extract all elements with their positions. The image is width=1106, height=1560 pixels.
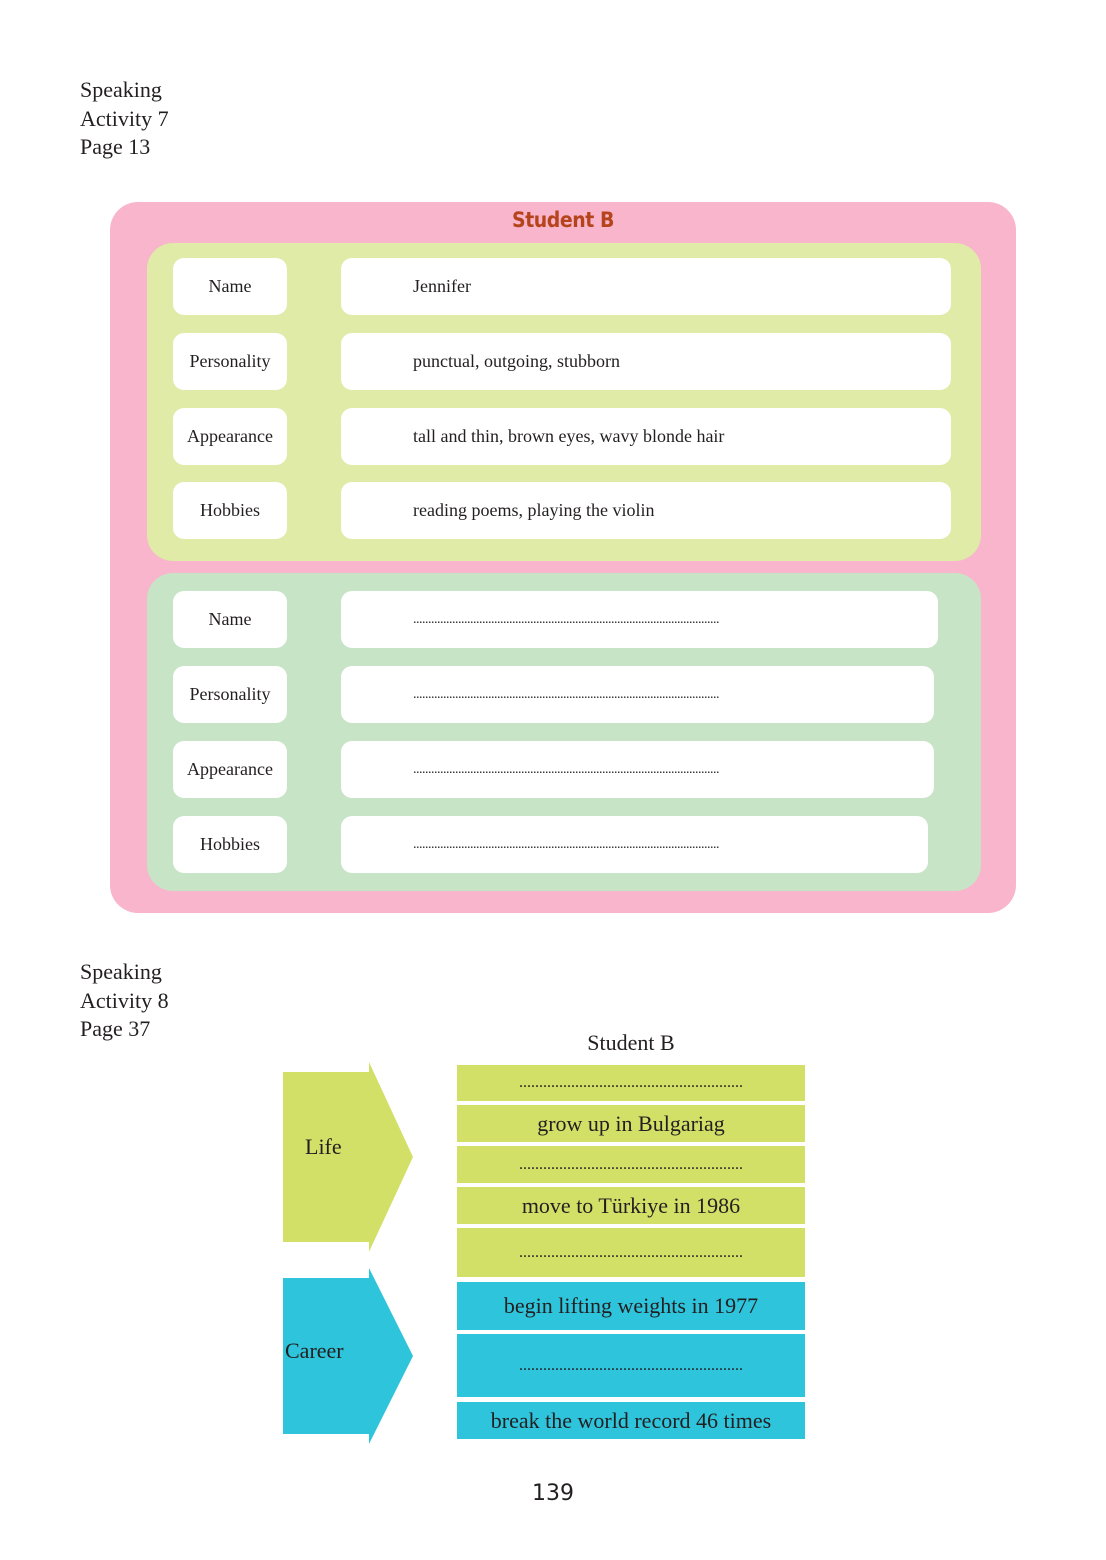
blank-dots: ......................................................................................................	[413, 611, 719, 627]
value-name: Jennifer	[341, 258, 951, 315]
blank-field-appearance[interactable]	[341, 741, 934, 798]
heading-line: Speaking	[80, 77, 162, 102]
label-hobbies: Hobbies	[173, 816, 287, 873]
label-hobbies: Hobbies	[173, 482, 287, 539]
heading-line: Page 13	[80, 134, 151, 159]
activity-8-heading	[80, 958, 169, 1044]
heading-line: Activity 7	[80, 105, 169, 131]
label-appearance: Appearance	[173, 741, 287, 798]
card-title: Student B	[512, 208, 614, 232]
label-name: Name	[173, 258, 287, 315]
blank-field-hobbies[interactable]	[341, 816, 928, 873]
blank-dots: ........................................................	[519, 1074, 743, 1091]
page-number: 139	[532, 1481, 574, 1506]
life-row-3[interactable]	[457, 1146, 805, 1183]
life-row-4: move to Türkiye in 1986	[457, 1187, 805, 1224]
life-row-1[interactable]	[457, 1065, 805, 1101]
heading-line: Page 37	[80, 1016, 151, 1041]
life-row-5[interactable]	[457, 1228, 805, 1277]
life-arrow	[283, 1062, 413, 1252]
label-personality: Personality	[173, 666, 287, 723]
career-row-3: break the world record 46 times	[457, 1402, 805, 1439]
blank-dots: ........................................................	[519, 1243, 743, 1261]
value-hobbies: reading poems, playing the violin	[341, 482, 951, 539]
activity-7-heading	[80, 76, 169, 162]
filled-profile-panel	[147, 243, 981, 561]
career-row-1: begin lifting weights in 1977	[457, 1282, 805, 1330]
life-arrow-shape	[283, 1062, 413, 1252]
label-personality: Personality	[173, 333, 287, 390]
blank-dots: ......................................................................................................	[413, 761, 719, 777]
life-row-2: grow up in Bulgariag	[457, 1105, 805, 1142]
value-personality: punctual, outgoing, stubborn	[341, 333, 951, 390]
blank-dots: ......................................................................................................	[413, 836, 719, 852]
career-row-2[interactable]	[457, 1334, 805, 1397]
student-b-card	[110, 202, 1016, 913]
blank-dots: ........................................................	[519, 1356, 743, 1374]
blank-dots: ........................................................	[519, 1155, 743, 1173]
blank-profile-panel	[147, 573, 981, 891]
label-name: Name	[173, 591, 287, 648]
heading-line: Speaking	[80, 959, 162, 984]
career-label: Career	[285, 1338, 344, 1363]
value-appearance: tall and thin, brown eyes, wavy blonde hair	[341, 408, 951, 465]
life-label: Life	[305, 1134, 342, 1159]
heading-line: Activity 8	[80, 987, 169, 1013]
blank-field-personality[interactable]	[341, 666, 934, 723]
blank-field-name[interactable]	[341, 591, 938, 648]
label-appearance: Appearance	[173, 408, 287, 465]
timeline-title: Student B	[587, 1030, 675, 1055]
blank-dots: ......................................................................................................	[413, 686, 719, 702]
career-arrow	[283, 1268, 413, 1444]
